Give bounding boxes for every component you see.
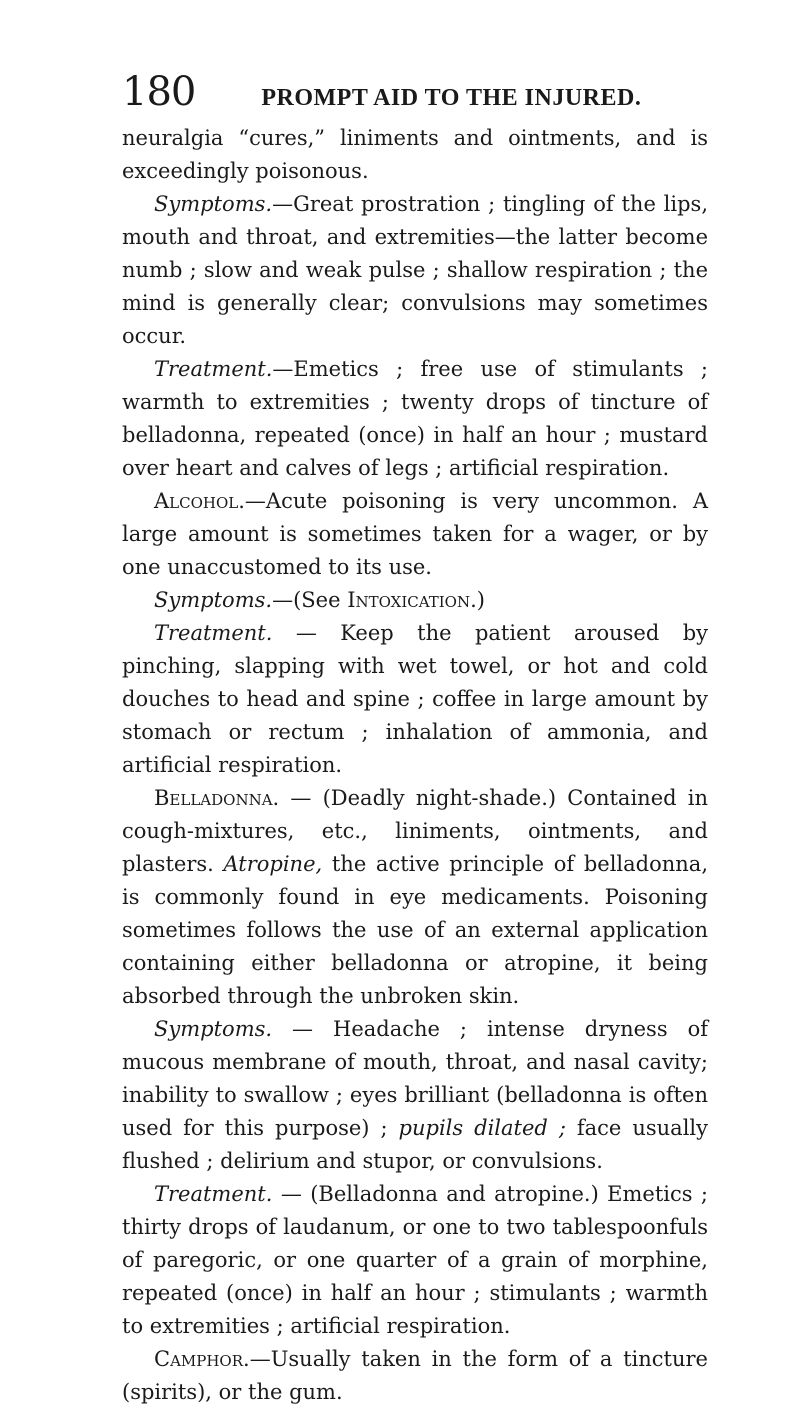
section-label: Treatment. (154, 621, 273, 645)
section-label: Symptoms. (154, 192, 273, 216)
section-label: Treatment. (154, 1182, 273, 1206)
paragraph-alcohol (122, 485, 708, 584)
section-label: Treatment. (154, 357, 273, 381)
paragraph-camphor (122, 1343, 708, 1409)
paragraph-text: —Great prostration ; tingling of the lips, mouth and throat, and extremities—the latter become numb ; slow and weak pulse ; shallow respiration ; the mind is generally clear; convulsions may sometimes occur. (122, 192, 708, 348)
paragraph-treatment (122, 617, 708, 782)
paragraph-text: the active principle of belladonna, is commonly found in eye medicaments. Poisoning sometimes follows the use of an external application containing either belladonna or atropine, it being absorbed through the unbroken skin. (122, 852, 708, 1008)
paragraph-text: —Usually taken in the form of a tincture (spirits), or the gum. (122, 1347, 708, 1404)
paragraph-treatment (122, 353, 708, 485)
paragraph-text: — Headache ; intense dryness of mucous membrane of mouth, throat, and nasal cavity; inability to swallow ; eyes brilliant (belladonna is often used for this purpose) ; (122, 1017, 708, 1140)
paragraph-treatment (122, 1178, 708, 1343)
page-header (122, 69, 702, 115)
cross-reference: Intoxication. (347, 588, 477, 612)
paragraph-text: neuralgia “cures,” liniments and ointments, and is exceedingly poisonous. (122, 126, 708, 183)
section-label: Symptoms. (154, 1017, 273, 1041)
running-title: PROMPT AID TO THE INJURED. (261, 85, 642, 111)
entry-heading: Alcohol. (154, 489, 245, 513)
entry-heading: Belladonna. (154, 786, 280, 810)
paragraph-text: ) (476, 588, 485, 612)
paragraph-text: —Acute poisoning is very uncommon. A large amount is sometimes taken for a wager, or by one unaccustomed to its use. (122, 489, 708, 579)
paragraph-text: — Keep the patient aroused by pinching, slapping with wet towel, or hot and cold douches to head and spine ; coffee in large amount by stomach or rectum ; inhalation of ammonia, and artificial respiration. (122, 621, 708, 777)
paragraph-belladonna (122, 782, 708, 1013)
entry-heading: Camphor. (154, 1347, 250, 1371)
paragraph-text: —(See (272, 588, 348, 612)
page-number: 180 (122, 69, 196, 115)
paragraph-symptoms (122, 584, 708, 617)
italic-term: Atropine, (223, 852, 323, 876)
paragraph-text: — (Deadly night-shade.) Contained in cough-mixtures, etc., liniments, ointments, and plasters. (122, 786, 708, 876)
paragraph-symptoms (122, 188, 708, 353)
paragraph-continuation (122, 122, 708, 188)
paragraph-text: face usually flushed ; delirium and stupor, or convulsions. (122, 1116, 708, 1173)
italic-term: pupils dilated ; (398, 1116, 566, 1140)
body-text (122, 122, 708, 1409)
paragraph-symptoms (122, 1013, 708, 1178)
section-label: Symptoms. (154, 588, 273, 612)
paragraph-text: — (Belladonna and atropine.) Emetics ; thirty drops of laudanum, or one to two tablespoonfuls of paregoric, or one quarter of a grain of morphine, repeated (once) in half an hour ; stimulants ; warmth to extremities ; artificial respiration. (122, 1182, 708, 1338)
paragraph-text: —Emetics ; free use of stimulants ; warmth to extremities ; twenty drops of tincture of belladonna, repeated (once) in half an hour ; mustard over heart and calves of legs ; artificial respiration. (122, 357, 708, 480)
